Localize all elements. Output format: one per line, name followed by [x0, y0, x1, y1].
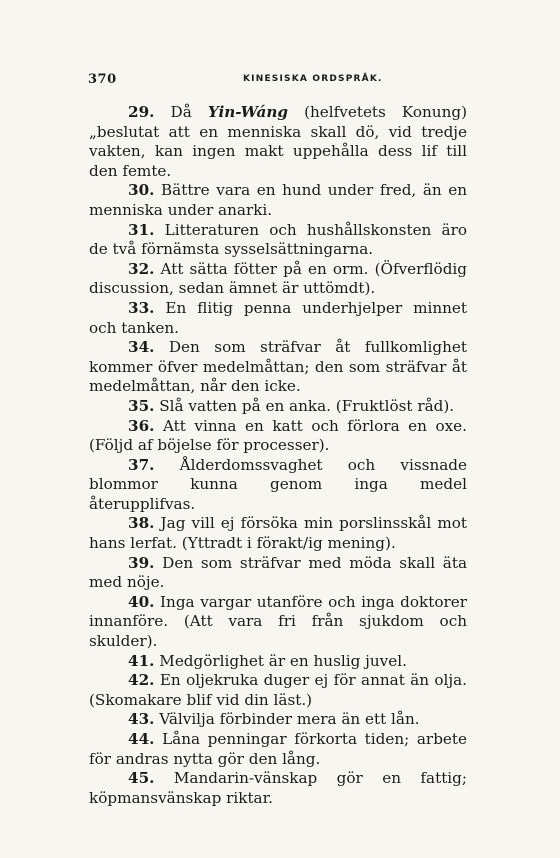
proverb-number: 31.: [128, 220, 155, 239]
proverb-text: En oljekruka duger ej för annat än olja. (Skomakare blif vid din läst.): [89, 671, 467, 709]
proverb-text: Låna penningar förkorta tiden; arbete för andras nytta gör den lång.: [89, 730, 467, 768]
proverb-entry: [89, 397, 467, 417]
proverb-entry: [89, 221, 467, 260]
proverb-number: 35.: [128, 396, 155, 415]
proverb-entry: [89, 417, 467, 456]
running-title: KINESISKA ORDSPRÅK.: [243, 74, 383, 84]
proverb-number: 39.: [128, 553, 155, 572]
proverb-number: 45.: [128, 769, 155, 788]
proverb-entry: [89, 514, 467, 553]
proverb-number: 43.: [128, 710, 155, 729]
proverb-number: 37.: [128, 455, 155, 474]
proverb-text: Medgörlighet är en huslig juvel.: [154, 651, 407, 670]
proverb-number: 33.: [128, 298, 155, 317]
proverb-number: 41.: [128, 651, 155, 670]
proverb-number: 30.: [128, 181, 155, 200]
proverb-entry: [89, 593, 467, 652]
proverb-text: Mandarin-vänskap gör en fattig; köpmansvänskap riktar.: [89, 769, 467, 807]
proverb-entry: [89, 181, 467, 220]
proverb-number: 40.: [128, 592, 155, 611]
proverb-entry: [89, 671, 467, 710]
proverb-entry: [89, 710, 467, 730]
proverb-number: 29.: [128, 103, 155, 121]
proverb-number: 38.: [128, 514, 155, 533]
proverb-text: Att sätta fötter på en orm. (Öfverflödig discussion, sedan ämnet är uttömdt).: [89, 259, 467, 298]
proverb-entry: [89, 338, 467, 397]
proverb-number: 32.: [128, 259, 155, 278]
page-number: 370: [88, 72, 117, 87]
proverb-entry: [89, 456, 467, 515]
proverb-name: Yin-Wáng: [207, 103, 288, 121]
proverb-entry: [89, 769, 467, 808]
proverb-entry: [89, 260, 467, 299]
proverb-text: Den som sträfvar med möda skall äta med nöje.: [89, 553, 467, 592]
proverb-entry: [89, 554, 467, 593]
page-header: [88, 72, 468, 92]
proverb-entry: [89, 103, 467, 181]
proverb-text: En flitig penna underhjelper minnet och tanken.: [89, 298, 467, 337]
proverb-text: Den som sträfvar åt fullkomlighet kommer öfver medelmåttan; den som sträfvar åt medelmåttan, når den icke.: [89, 338, 467, 396]
proverb-text: Jag vill ej försöka min porslinsskål mot hans lerfat. (Yttradt i förakt/ig mening).: [89, 514, 467, 553]
proverb-entry: [89, 730, 467, 769]
proverb-text: Slå vatten på en anka. (Fruktlöst råd).: [154, 396, 455, 415]
proverb-text: Litteraturen och hushållskonsten äro de två förnämsta sysselsättningarna.: [89, 220, 467, 259]
proverb-list: [89, 103, 467, 808]
proverb-text-pre: Då: [170, 103, 208, 121]
proverb-text: Ålderdomssvaghet och vissnade blommor kunna genom inga medel återupplifvas.: [89, 455, 467, 513]
proverb-text: Att vinna en katt och förlora en oxe. (Följd af böjelse för processer).: [89, 416, 467, 455]
proverb-text: Inga vargar utanföre och inga doktorer innanföre. (Att vara fri från sjukdom och skulder).: [89, 592, 467, 651]
proverb-number: 36.: [128, 416, 155, 435]
proverb-text: Bättre vara en hund under fred, än en menniska under anarki.: [89, 181, 467, 219]
proverb-entry: [89, 652, 467, 672]
proverb-number: 42.: [128, 671, 155, 690]
proverb-text: Välvilja förbinder mera än ett lån.: [154, 710, 420, 729]
proverb-number: 34.: [128, 338, 155, 357]
proverb-text: (helfvetets Konung) „beslutat att en menniska skall dö, vid tredje vakten, kan ingen makt uppehålla dess lif till den femte.: [89, 103, 468, 180]
proverb-number: 44.: [128, 730, 155, 748]
proverb-entry: [89, 299, 467, 338]
